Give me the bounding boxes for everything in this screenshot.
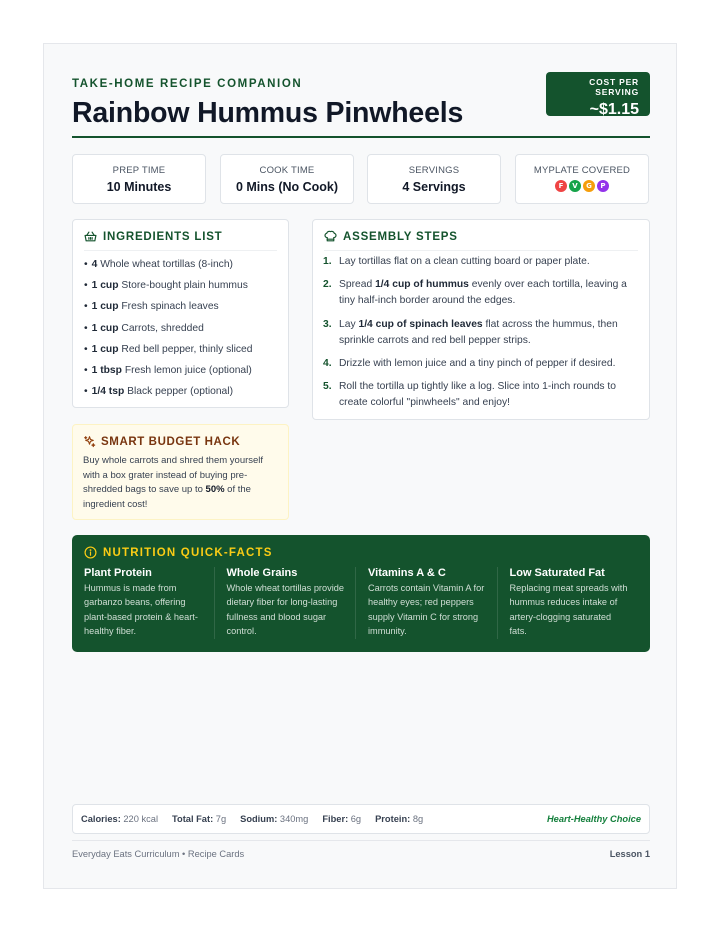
steps-title: ASSEMBLY STEPS (343, 230, 458, 243)
fact-fiber (322, 814, 361, 824)
ingredients-heading (73, 220, 288, 243)
fact-label: Protein: (375, 814, 411, 824)
nutrition-column-text: Replacing meat spreads with hummus reduces intake of artery-clogging saturated fats. (509, 583, 628, 637)
stat-prep-time (72, 154, 206, 204)
step-text-pre: Spread (339, 279, 376, 291)
ingredient-text: Fresh spinach leaves (121, 301, 219, 313)
list-item (84, 275, 277, 296)
fruit-group-badge: F (555, 180, 567, 192)
ingredient-qty: 1 cup (91, 322, 119, 334)
sparkle-icon (83, 435, 96, 448)
stat-label: SERVINGS (408, 165, 460, 176)
step-text-bold: 1/4 cup of spinach leaves (358, 318, 483, 330)
step-text-post: flat across the hummus, then sprinkle carrots and red bell pepper strips. (339, 318, 618, 346)
step-number: 4. (323, 358, 332, 370)
header (72, 78, 650, 130)
ingredient-qty: 1 cup (91, 280, 119, 292)
ingredients-title: INGREDIENTS LIST (103, 230, 223, 243)
ingredient-text: Whole wheat tortillas (8-inch) (100, 259, 233, 270)
fact-protein (375, 814, 423, 824)
budget-hack-text-bold: 50% (205, 484, 225, 496)
heart-healthy-badge: Heart-Healthy Choice (546, 814, 641, 824)
ingredient-qty: 4 (91, 259, 98, 270)
myplate-food-groups (516, 180, 648, 192)
chef-hat-icon (324, 230, 337, 243)
list-item (323, 254, 638, 270)
nutrition-column (355, 567, 497, 639)
stat-value: 4 Servings (402, 180, 466, 194)
recipe-card (43, 43, 677, 889)
nutrition-column (72, 567, 214, 639)
bullet: • (84, 322, 88, 334)
fact-value: 340mg (279, 814, 309, 824)
nutrition-column-text: Whole wheat tortillas provide dietary fiber for long-lasting fullness and blood sugar control. (226, 583, 344, 637)
eyebrow: TAKE-HOME RECIPE COMPANION (72, 78, 303, 90)
list-item (84, 339, 277, 360)
stat-myplate (515, 154, 649, 204)
header-divider (72, 136, 650, 138)
list-item (323, 356, 638, 372)
bullet: • (84, 280, 88, 292)
nutrition-heading (72, 535, 650, 559)
step-text-post: evenly over each tortilla, leaving a tiny half-inch border around the edges. (339, 279, 627, 307)
list-item (84, 360, 277, 381)
budget-hack-card (72, 424, 289, 520)
bullet: • (84, 386, 88, 398)
ingredient-text: Red bell pepper, thinly sliced (121, 343, 253, 355)
nutrition-column-heading: Low Saturated Fat (509, 567, 605, 579)
fact-sodium (240, 814, 308, 824)
stat-label: COOK TIME (259, 165, 315, 176)
fact-label: Fiber: (322, 814, 349, 824)
nutrition-column-heading: Whole Grains (226, 567, 298, 579)
step-text-pre: Roll the tortilla up tightly like a log. Slice into 1-inch rounds to create colorful "pinwheels" and enjoy! (339, 381, 617, 409)
bullet: • (84, 343, 88, 355)
bullet: • (84, 364, 88, 376)
ingredient-text: Store-bought plain hummus (121, 280, 248, 292)
budget-hack-text-pre: Buy whole carrots and shred them yourself with a box grater instead of buying pre-shredded bags to save up to (83, 455, 264, 496)
ingredient-text: Carrots, shredded (121, 322, 204, 334)
step-number: 3. (323, 318, 332, 330)
bullet: • (84, 301, 88, 313)
ingredient-qty: 1 cup (91, 343, 119, 355)
step-text-pre: Drizzle with lemon juice and a tiny pinch of pepper if desired. (339, 358, 616, 370)
stat-label: PREP TIME (112, 165, 166, 176)
ingredients-card (72, 219, 289, 408)
page-title: Rainbow Hummus Pinwheels (72, 97, 464, 129)
fact-total-fat (172, 814, 226, 824)
cost-label: COST PER SERVING (589, 77, 639, 97)
steps-list (313, 251, 649, 412)
step-text (339, 356, 615, 372)
basket-icon (84, 230, 97, 243)
stat-label: MYPLATE COVERED (533, 165, 631, 176)
protein-group-badge: P (597, 180, 609, 192)
step-text-bold: 1/4 cup of hummus (375, 279, 469, 291)
footer (72, 840, 650, 859)
bullet: • (84, 259, 88, 270)
fact-value: 7g (215, 814, 227, 824)
list-item (323, 379, 638, 411)
list-item (323, 317, 638, 349)
steps-heading (313, 220, 649, 243)
step-text (339, 317, 638, 349)
nutrition-facts-bar (72, 804, 650, 834)
ingredient-qty: 1 tbsp (91, 364, 122, 376)
step-number: 2. (323, 279, 332, 291)
list-item (323, 277, 638, 309)
list-item (84, 318, 277, 339)
nutrition-column-heading: Vitamins A & C (368, 567, 446, 579)
fact-value: 220 kcal (123, 814, 159, 824)
ingredient-text: Fresh lemon juice (optional) (124, 364, 252, 376)
info-icon (84, 546, 97, 559)
lesson-label: Lesson 1 (609, 849, 650, 859)
nutrition-column-text: Carrots contain Vitamin A for healthy eyes; red peppers supply Vitamin C for strong immunity. (368, 583, 485, 637)
budget-hack-heading (73, 425, 288, 448)
budget-hack-text-post: of the ingredient cost! (83, 484, 251, 511)
fact-label: Sodium: (240, 814, 278, 824)
nutrition-column-text: Hummus is made from garbanzo beans, offering plant-based protein & heart-healthy fiber. (84, 583, 198, 637)
stat-value: 10 Minutes (106, 180, 172, 194)
list-item (84, 381, 277, 402)
step-text-pre: Lay tortillas flat on a clean cutting board or paper plate. (339, 256, 590, 267)
ingredients-list (73, 251, 288, 402)
ingredient-text: Black pepper (optional) (127, 386, 233, 398)
grain-group-badge: G (583, 180, 595, 192)
list-item (84, 254, 277, 275)
ingredient-qty: 1/4 tsp (91, 386, 125, 398)
fact-calories (81, 814, 158, 824)
nutrition-column (497, 567, 639, 639)
budget-hack-title: SMART BUDGET HACK (101, 435, 241, 448)
cost-badge (546, 72, 650, 116)
list-item (84, 296, 277, 317)
nutrition-column (214, 567, 356, 639)
nutrition-panel (72, 535, 650, 652)
stat-value: 0 Mins (No Cook) (235, 180, 339, 194)
step-text (339, 379, 638, 411)
step-text (339, 254, 590, 270)
step-text (339, 277, 638, 309)
step-number: 5. (323, 381, 332, 393)
budget-hack-text (73, 448, 288, 513)
nutrition-column-heading: Plant Protein (84, 567, 152, 579)
fact-label: Total Fat: (172, 814, 214, 824)
fact-value: 6g (350, 814, 362, 824)
cost-value: ~$1.15 (589, 101, 639, 118)
nutrition-title: NUTRITION QUICK-FACTS (103, 546, 273, 559)
nutrition-columns (72, 559, 650, 639)
stat-cook-time (220, 154, 354, 204)
vegetable-group-badge: V (569, 180, 581, 192)
ingredient-qty: 1 cup (91, 301, 119, 313)
fact-value: 8g (412, 814, 424, 824)
step-number: 1. (323, 256, 332, 267)
fact-label: Calories: (81, 814, 121, 824)
steps-card (312, 219, 650, 420)
stat-servings (367, 154, 501, 204)
footer-left: Everyday Eats Curriculum • Recipe Cards (72, 849, 245, 859)
step-text-pre: Lay (339, 318, 359, 330)
